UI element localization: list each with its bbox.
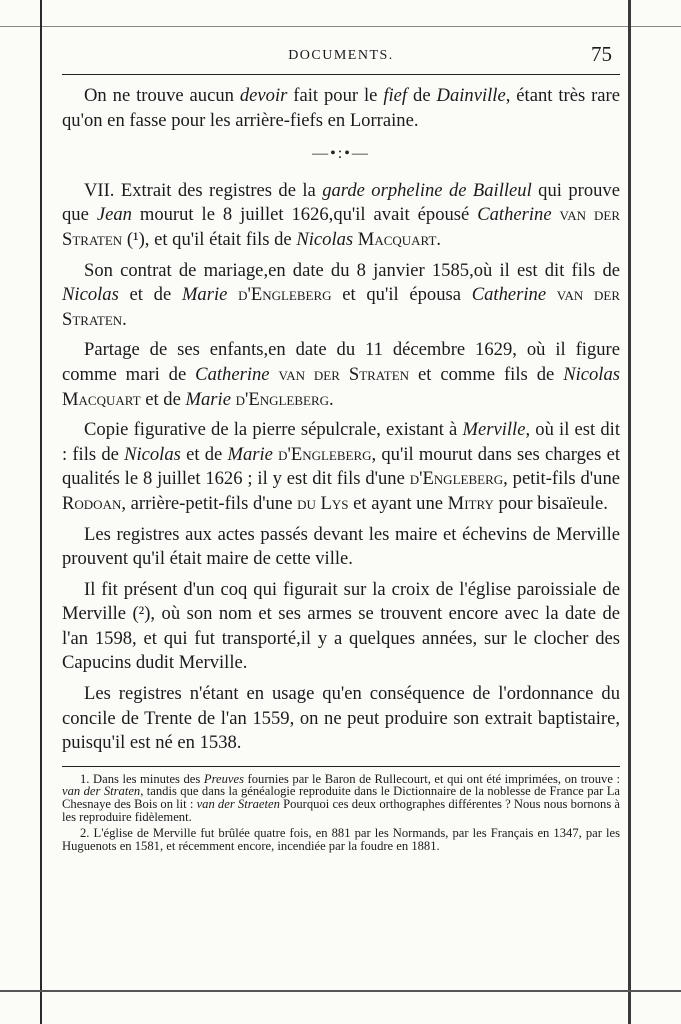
running-header (62, 40, 620, 75)
paragraph-dainville: On ne trouve aucun devoir fait pour le fief de Dainville, étant très rare qu'on en fasse pour les arrière-fiefs en Lorraine. (62, 85, 621, 131)
paragraph-sepulchral-stone: Copie figurative de la pierre sépulcrale, existant à Merville, où il est dit : fils de Nicolas et de Marie d'Engleberg, qu'il mourut dans ses charges et qualités le 8 juillet 1626 ; il y est dit fils d'une d'Engleberg, petit-fils d'une Rodoan, arrière-petit-fils d'une du Lys et ayant une Mitry pour bisaïeule. (62, 419, 621, 514)
paragraph-section-vii: VII. Extrait des registres de la garde orpheline de Bailleul qui prouve que Jean mourut le 8 juillet 1626,qu'il avait épousé Catherine van der Straten (¹), et qu'il était fils de Nicolas Macquart. (62, 179, 621, 250)
page-right-border (628, 0, 631, 1024)
footnote-2: 2. L'église de Merville fut brûlée quatre fois, en 881 par les Normands, par les Français en 1347, par les Huguenots en 1581, et récemment encore, incendiée par la foudre en 1881. (62, 826, 620, 853)
paragraph-marriage-contract: Son contrat de mariage,en date du 8 janvier 1585,où il est dit fils de Nicolas et de Marie d'Engleberg et qu'il épousa Catherine van der Straten. (62, 259, 620, 330)
paragraph-concile: Les registres n'étant en usage qu'en conséquence de l'ordonnance du concile de Trente de l'an 1559, on ne peut produire son extrait baptistaire, puisqu'il est né en 1538. (62, 683, 620, 754)
page-left-border (40, 0, 42, 1024)
paragraph-coq: Il fit présent d'un coq qui figurait sur la croix de l'église paroissiale de Merville (²), où son nom et ses armes se trouvent encore avec la date de l'an 1598, et qui fut transporté,il y a quelques années, sur le clocher des Capucins dudit Merville. (62, 578, 620, 674)
book-page (62, 40, 620, 856)
body-text (62, 84, 620, 756)
footnotes (62, 766, 620, 853)
section-ornament: —•:•— (312, 145, 370, 163)
paragraph-partage: Partage de ses enfants,en date du 11 décembre 1629, où il figure comme mari de Catherine van der Straten et comme fils de Nicolas Macquart et de Marie d'Engleberg. (62, 339, 621, 410)
scan-bottom-edge (0, 990, 681, 992)
page-number: 75 (591, 42, 612, 66)
footnote-1: 1. Dans les minutes des Preuves fournies par le Baron de Rullecourt, et qui ont été imprimées, on trouve : van der Straten, tandis que dans la généalogie reproduite dans le Dictionnaire de la noblesse de France par La Chesnaye des Bois on lit : van der Straeten Pourquoi ces deux orthographes différentes ? Nous nous bornons à les reproduire fidèlement. (62, 771, 621, 824)
running-title: DOCUMENTS. (288, 48, 394, 63)
scan-top-edge (0, 26, 681, 27)
paragraph-registres: Les registres aux actes passés devant les maire et échevins de Merville prouvent qu'il était maire de cette ville. (62, 523, 620, 570)
